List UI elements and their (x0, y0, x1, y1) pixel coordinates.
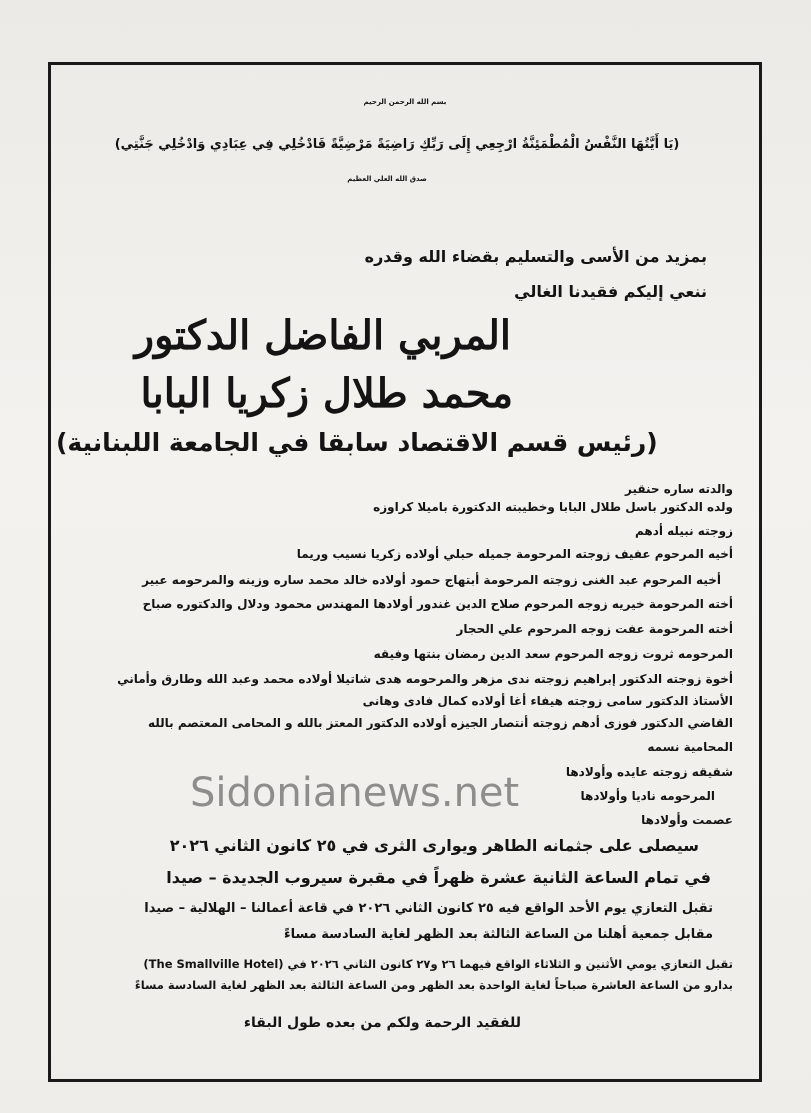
family-line: القاضي الدكتور فوزى أدهم زوجته أنتصار الجيزه أولاده الدكتور المعتز بالله و المحامى المعتصم بالله (147, 716, 733, 730)
family-line: أخته المرحومة خيريه زوجه المرحوم صلاح الدين غندور أولادها المهندس محمود ودلال والدكتوره صباح (142, 597, 733, 611)
sadaqa-line: صدق الله العلي العظيم (347, 175, 427, 183)
family-line: المرحومه ناديا وأولادها (580, 789, 715, 803)
basmala: بسم الله الرحمن الرحيم (363, 98, 447, 106)
condolences-line-4: بدارو من الساعة العاشرة صباحاً لغاية الواحدة بعد الظهر ومن الساعة الثالثة بعد الظهر لغاية السادسة مساءً (134, 978, 733, 992)
watermark: Sidonianews.net (190, 770, 520, 816)
family-line: والدته ساره حنقير (625, 482, 733, 496)
family-line: أخيه المرحوم عفيف زوجته المرحومة جميله حبلي أولاده زكريا نسيب وريما (296, 547, 733, 561)
family-line: زوجته نبيله أدهم (634, 524, 733, 538)
family-line: ولده الدكتور باسل طلال البابا وخطيبته الدكتورة باميلا كراوزه (373, 500, 733, 514)
intro-line-2: ننعي إليكم فقيدنا الغالي (514, 282, 707, 301)
quran-verse: (يَا أَيَّتُهَا النَّفْسُ الْمُطْمَئِنَّةُ ارْجِعِي إِلَى رَبِّكِ رَاضِيَةً مَرْضِيَّةً فَادْخُلِي فِي عِبَادِي وَادْخُلِي جَنَّتِي) (114, 137, 680, 152)
intro-line-1: بمزيد من الأسى والتسليم بقضاء الله وقدره (364, 247, 707, 266)
family-line: المحامية نسمه (647, 740, 733, 754)
funeral-line-2: في تمام الساعة الثانية عشرة ظهراً في مقبرة سيروب الجديدة – صيدا (166, 868, 711, 887)
deceased-title: المربي الفاضل الدكتور (134, 312, 511, 359)
closing-line: للفقيد الرحمة ولكم من بعده طول البقاء (243, 1015, 521, 1031)
deceased-name: محمد طلال زكريا البابا (140, 370, 513, 417)
family-line: شقيقه زوجته عايده وأولادها (565, 765, 733, 779)
condolences-line-2: مقابل جمعية أهلنا من الساعة الثالثة بعد الظهر لغاية السادسة مساءً (283, 927, 713, 942)
family-line: أخته المرحومة عفت زوجه المرحوم علي الحجار (456, 622, 733, 636)
family-line: أخوة زوجته الدكتور إبراهيم زوجته ندى مزهر والمرحومه هدى شاتيلا أولاده محمد وعبد الله وطارق وأماني (117, 672, 733, 686)
deceased-position: (رئيس قسم الاقتصاد سابقا في الجامعة اللبنانية) (56, 428, 658, 457)
family-line: عصمت وأولادها (641, 813, 733, 827)
family-line: المرحومه ثروت زوجه المرحوم سعد الدين رمضان بنتها وفيقه (373, 647, 733, 661)
family-line: أخيه المرحوم عبد الغنى زوجته المرحومة أبتهاج حمود أولاده خالد محمد ساره وزينه والمرحومه عبير (142, 573, 721, 587)
funeral-line-1: سيصلى على جثمانه الطاهر ويوارى الثرى في ٢٥ كانون الثاني ٢٠٢٦ (169, 836, 699, 855)
condolences-line-1: تقبل التعازي يوم الأحد الواقع فيه ٢٥ كانون الثاني ٢٠٢٦ في قاعة أعمالنا – الهلالية – صيدا (144, 901, 713, 916)
family-line: الأستاذ الدكتور سامى زوجته هيفاء أغا أولاده كمال فادى وهانى (362, 694, 733, 708)
condolences-line-3: تقبل التعازي يومي الأثنين و الثلاثاء الواقع فيهما ٢٦ و٢٧ كانون الثاني ٢٠٢٦ في (The Smallville Hotel) (143, 957, 733, 971)
